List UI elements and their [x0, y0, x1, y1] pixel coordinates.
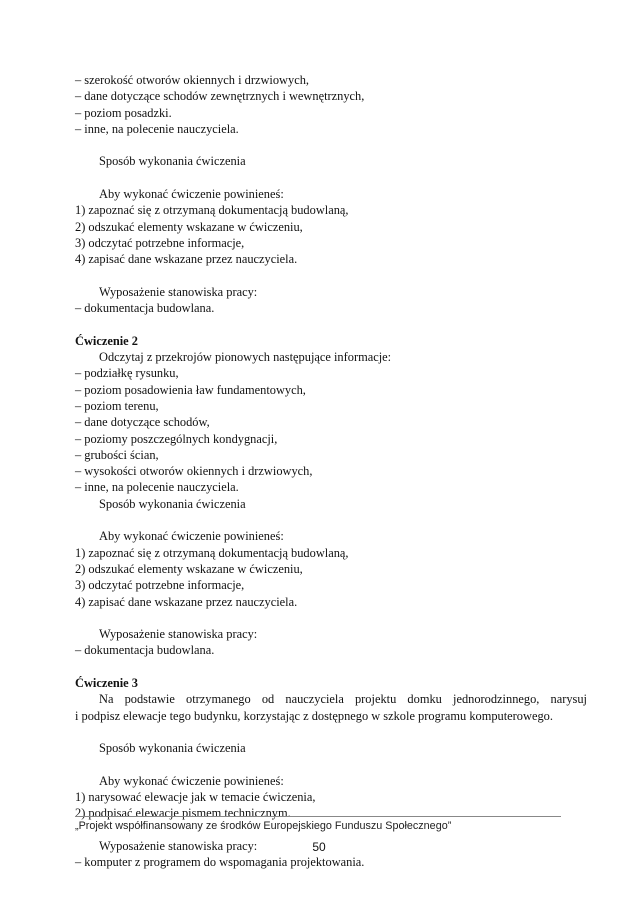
list-item: – podziałkę rysunku,: [75, 366, 179, 381]
step-item: 1) narysować elewacje jak w temacie ćwiczenia,: [75, 790, 316, 805]
list-item: – poziom posadowienia ław fundamentowych,: [75, 382, 306, 397]
exercise-3-title: Ćwiczenie 3: [75, 675, 138, 690]
method-heading: Sposób wykonania ćwiczenia: [99, 741, 246, 756]
step-item: 3) odczytać potrzebne informacje,: [75, 235, 245, 250]
list-item: – dane dotyczące schodów zewnętrznych i wewnętrznych,: [75, 89, 365, 104]
list-item: – grubości ścian,: [75, 447, 159, 462]
list-item: – poziom posadzki.: [75, 105, 172, 120]
steps-intro: Aby wykonać ćwiczenie powinieneś:: [99, 187, 284, 202]
step-item: 2) odszukać elementy wskazane w ćwiczeniu,: [75, 561, 303, 576]
exercise-3-paragraph-line-1: Na podstawie otrzymanego od nauczyciela projektu domku jednorodzinnego, narysuj: [99, 692, 587, 707]
page-number: 50: [312, 840, 326, 854]
step-item: 2) odszukać elementy wskazane w ćwiczeniu,: [75, 219, 303, 234]
equipment-item: – komputer z programem do wspomagania projektowania.: [75, 855, 365, 870]
list-item: – dane dotyczące schodów,: [75, 415, 210, 430]
list-item: – inne, na polecenie nauczyciela.: [75, 121, 239, 136]
list-item: – wysokości otworów okiennych i drzwiowych,: [75, 464, 313, 479]
steps-intro: Aby wykonać ćwiczenie powinieneś:: [99, 773, 284, 788]
step-item: 1) zapoznać się z otrzymaną dokumentacją budowlaną,: [75, 203, 349, 218]
equipment-heading: Wyposażenie stanowiska pracy:: [99, 284, 258, 299]
step-item: 4) zapisać dane wskazane przez nauczyciela.: [75, 594, 298, 609]
list-item: – poziom terenu,: [75, 398, 159, 413]
step-item: 4) zapisać dane wskazane przez nauczyciela.: [75, 252, 298, 267]
steps-intro: Aby wykonać ćwiczenie powinieneś:: [99, 529, 284, 544]
footer-text: „Projekt współfinansowany ze środków Europejskiego Funduszu Społecznego”: [75, 820, 452, 832]
equipment-heading: Wyposażenie stanowiska pracy:: [99, 838, 258, 853]
method-heading: Sposób wykonania ćwiczenia: [99, 154, 246, 169]
list-item: – inne, na polecenie nauczyciela.: [75, 480, 239, 495]
exercise-2-intro: Odczytaj z przekrojów pionowych następujące informacje:: [99, 350, 392, 365]
step-item: 1) zapoznać się z otrzymaną dokumentacją budowlaną,: [75, 545, 349, 560]
step-item: 3) odczytać potrzebne informacje,: [75, 578, 245, 593]
equipment-heading: Wyposażenie stanowiska pracy:: [99, 627, 258, 642]
exercise-2-title: Ćwiczenie 2: [75, 333, 138, 348]
list-item: – poziomy poszczególnych kondygnacji,: [75, 431, 278, 446]
document-body: [75, 72, 587, 871]
exercise-3-paragraph-line-2: i podpisz elewacje tego budynku, korzystając z dostępnego w szkole programu komputerowego.: [75, 708, 553, 723]
list-item: – szerokość otworów okiennych i drzwiowych,: [75, 73, 309, 87]
step-item: 2) podpisać elewacje pismem technicznym.: [75, 806, 291, 821]
method-heading: Sposób wykonania ćwiczenia: [99, 496, 246, 511]
footer-divider: [75, 816, 561, 817]
equipment-item: – dokumentacja budowlana.: [75, 643, 215, 658]
equipment-item: – dokumentacja budowlana.: [75, 301, 215, 316]
